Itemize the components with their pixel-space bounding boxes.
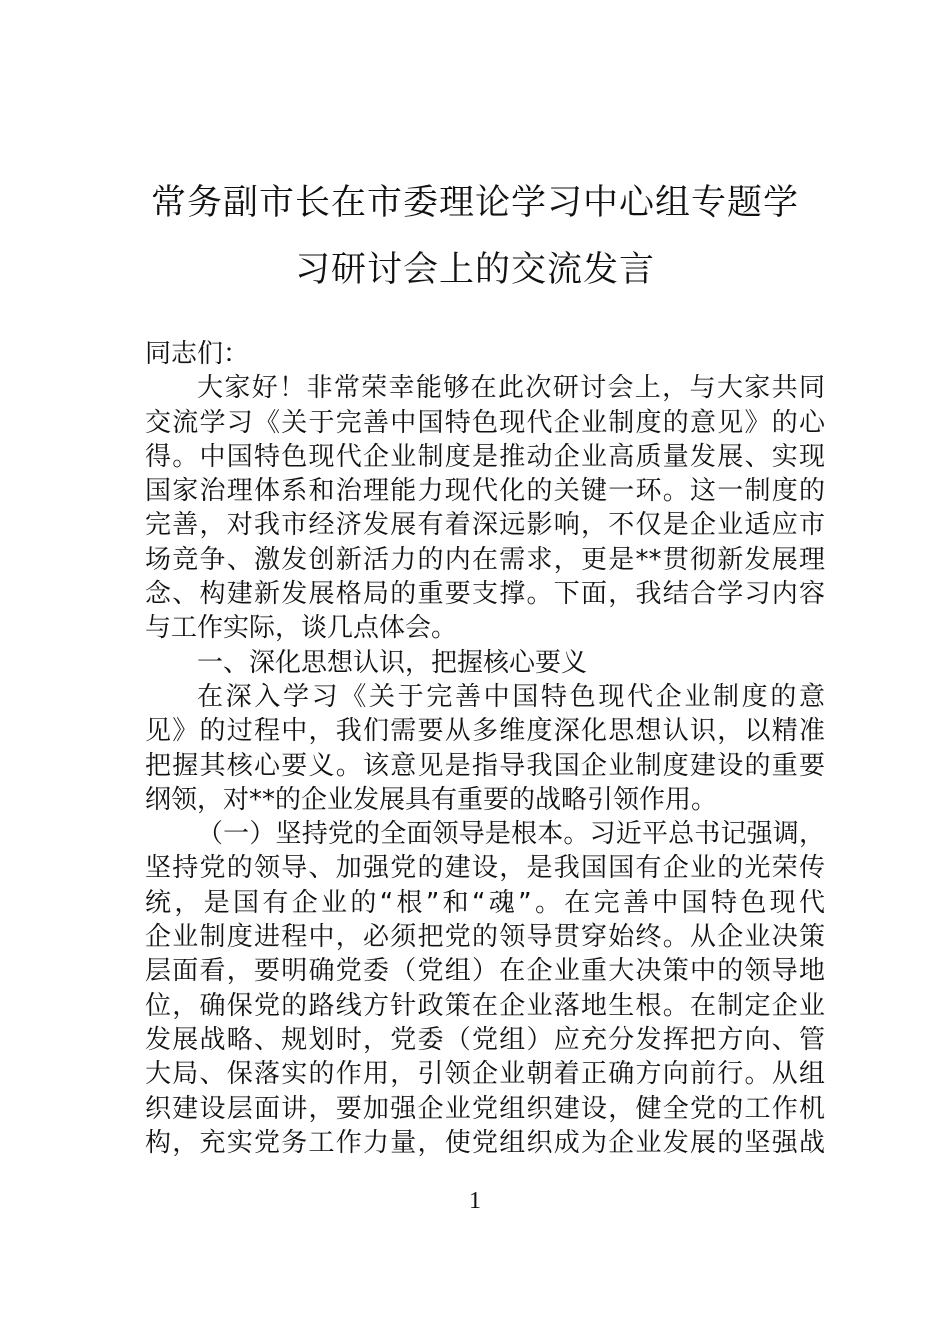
document-title-line-2: 习研讨会上的交流发言: [294, 250, 655, 290]
body-line: 场竞争、激发创新活力的内在需求，更是**贯彻新发展理: [145, 544, 825, 575]
body-line: 得。中国特色现代企业制度是推动企业高质量发展、实现: [145, 441, 825, 472]
body-line: 发展战略、规划时，党委（党组）应充分发挥把方向、管: [145, 1024, 825, 1055]
body-line: 交流学习《关于完善中国特色现代企业制度的意见》的心: [145, 407, 825, 438]
subsection-line: （一）坚持党的全面领导是根本。习近平总书记强调，: [197, 819, 825, 850]
body-line: 纲领，对**的企业发展具有重要的战略引领作用。: [145, 784, 718, 815]
document-body: [145, 337, 825, 1160]
body-line: 织建设层面讲，要加强企业党组织建设，健全党的工作机: [145, 1093, 825, 1124]
body-line: 大家好！非常荣幸能够在此次研讨会上，与大家共同: [197, 373, 825, 404]
body-line: 大局、保落实的作用，引领企业朝着正确方向前行。从组: [145, 1059, 825, 1090]
page-number: 1: [469, 1188, 481, 1214]
body-line: 见》的过程中，我们需要从多维度深化思想认识，以精准: [145, 716, 825, 747]
body-line: 完善，对我市经济发展有着深远影响，不仅是企业适应市: [145, 510, 825, 541]
body-line: 在深入学习《关于完善中国特色现代企业制度的意: [197, 681, 825, 712]
body-line: 构，充实党务工作力量，使党组织成为企业发展的坚强战: [145, 1127, 825, 1158]
body-line: 统，是国有企业的“根”和“魂”。在完善中国特色现代: [145, 887, 825, 918]
body-line: 与工作实际，谈几点体会。: [145, 613, 458, 644]
document-title-line-1: 常务副市长在市委理论学习中心组专题学: [150, 183, 799, 223]
salutation: 同志们：: [145, 339, 250, 369]
body-line: 把握其核心要义。该意见是指导我国企业制度建设的重要: [145, 750, 825, 781]
body-line: 位，确保党的路线方针政策在企业落地生根。在制定企业: [145, 990, 825, 1021]
section-heading: 一、深化思想认识，把握核心要义: [197, 647, 588, 678]
body-line: 念、构建新发展格局的重要支撑。下面，我结合学习内容: [145, 579, 825, 610]
body-line: 国家治理体系和治理能力现代化的关键一环。这一制度的: [145, 476, 825, 507]
body-line: 企业制度进程中，必须把党的领导贯穿始终。从企业决策: [145, 922, 825, 953]
body-line: 坚持党的领导、加强党的建设，是我国国有企业的光荣传: [145, 853, 825, 884]
body-line: 层面看，要明确党委（党组）在企业重大决策中的领导地: [145, 956, 825, 987]
